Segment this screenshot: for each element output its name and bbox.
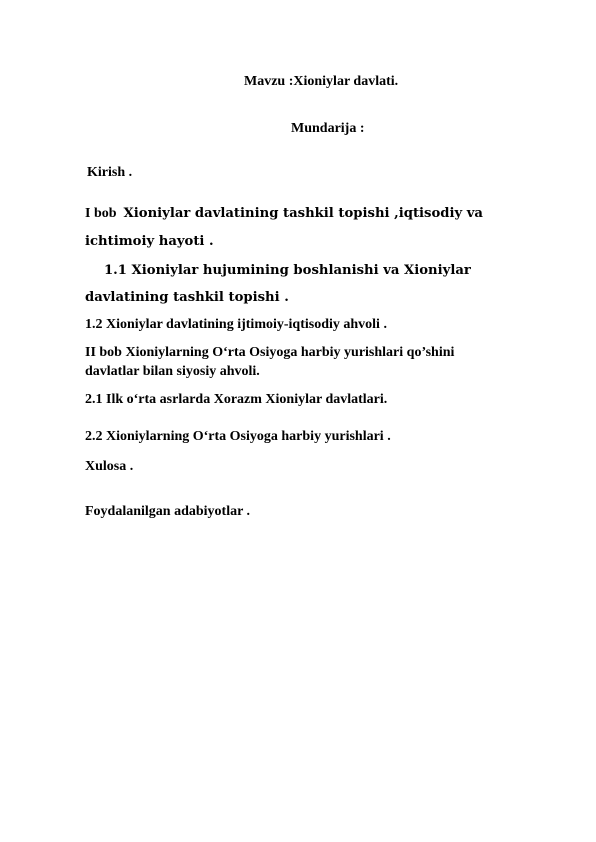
section-1-1-title-line-2: davlatining tashkil topishi . — [85, 290, 289, 305]
chapter-1-prefix: I bob — [85, 206, 117, 221]
page-title: Mavzu :Xioniylar davlati. — [244, 74, 399, 89]
toc-entry-section-2-1: 2.1 Ilk o‘rta asrlarda Xorazm Xioniylar davlatlari. — [85, 392, 388, 407]
toc-entry-section-1-1: 1.1 Xioniylar hujumining boshlanishi va Xioniylar — [104, 263, 471, 278]
toc-entry-section-2-2: 2.2 Xioniylarning O‘rta Osiyoga harbiy yurishlari . — [85, 429, 391, 444]
toc-entry-references: Foydalanilgan adabiyotlar . — [85, 504, 251, 519]
toc-entry-chapter-2: II bob Xioniylarning O‘rta Osiyoga harbiy yurishlari qo’shini — [85, 345, 455, 360]
toc-entry-conclusion: Xulosa . — [85, 459, 134, 474]
chapter-1-title-line-1: Xioniylar davlatining tashkil topishi ,iqtisodiy va — [123, 206, 483, 221]
chapter-2-title-line-2: davlatlar bilan siyosiy ahvoli. — [85, 364, 260, 379]
toc-entry-intro: Kirish . — [87, 165, 133, 180]
contents-heading: Mundarija : — [291, 121, 365, 136]
toc-entry-chapter-1 — [85, 205, 483, 223]
toc-entry-section-1-2: 1.2 Xioniylar davlatining ijtimoiy-iqtisodiy ahvoli . — [85, 317, 387, 332]
chapter-1-title-line-2: ichtimoiy hayoti . — [85, 234, 214, 249]
